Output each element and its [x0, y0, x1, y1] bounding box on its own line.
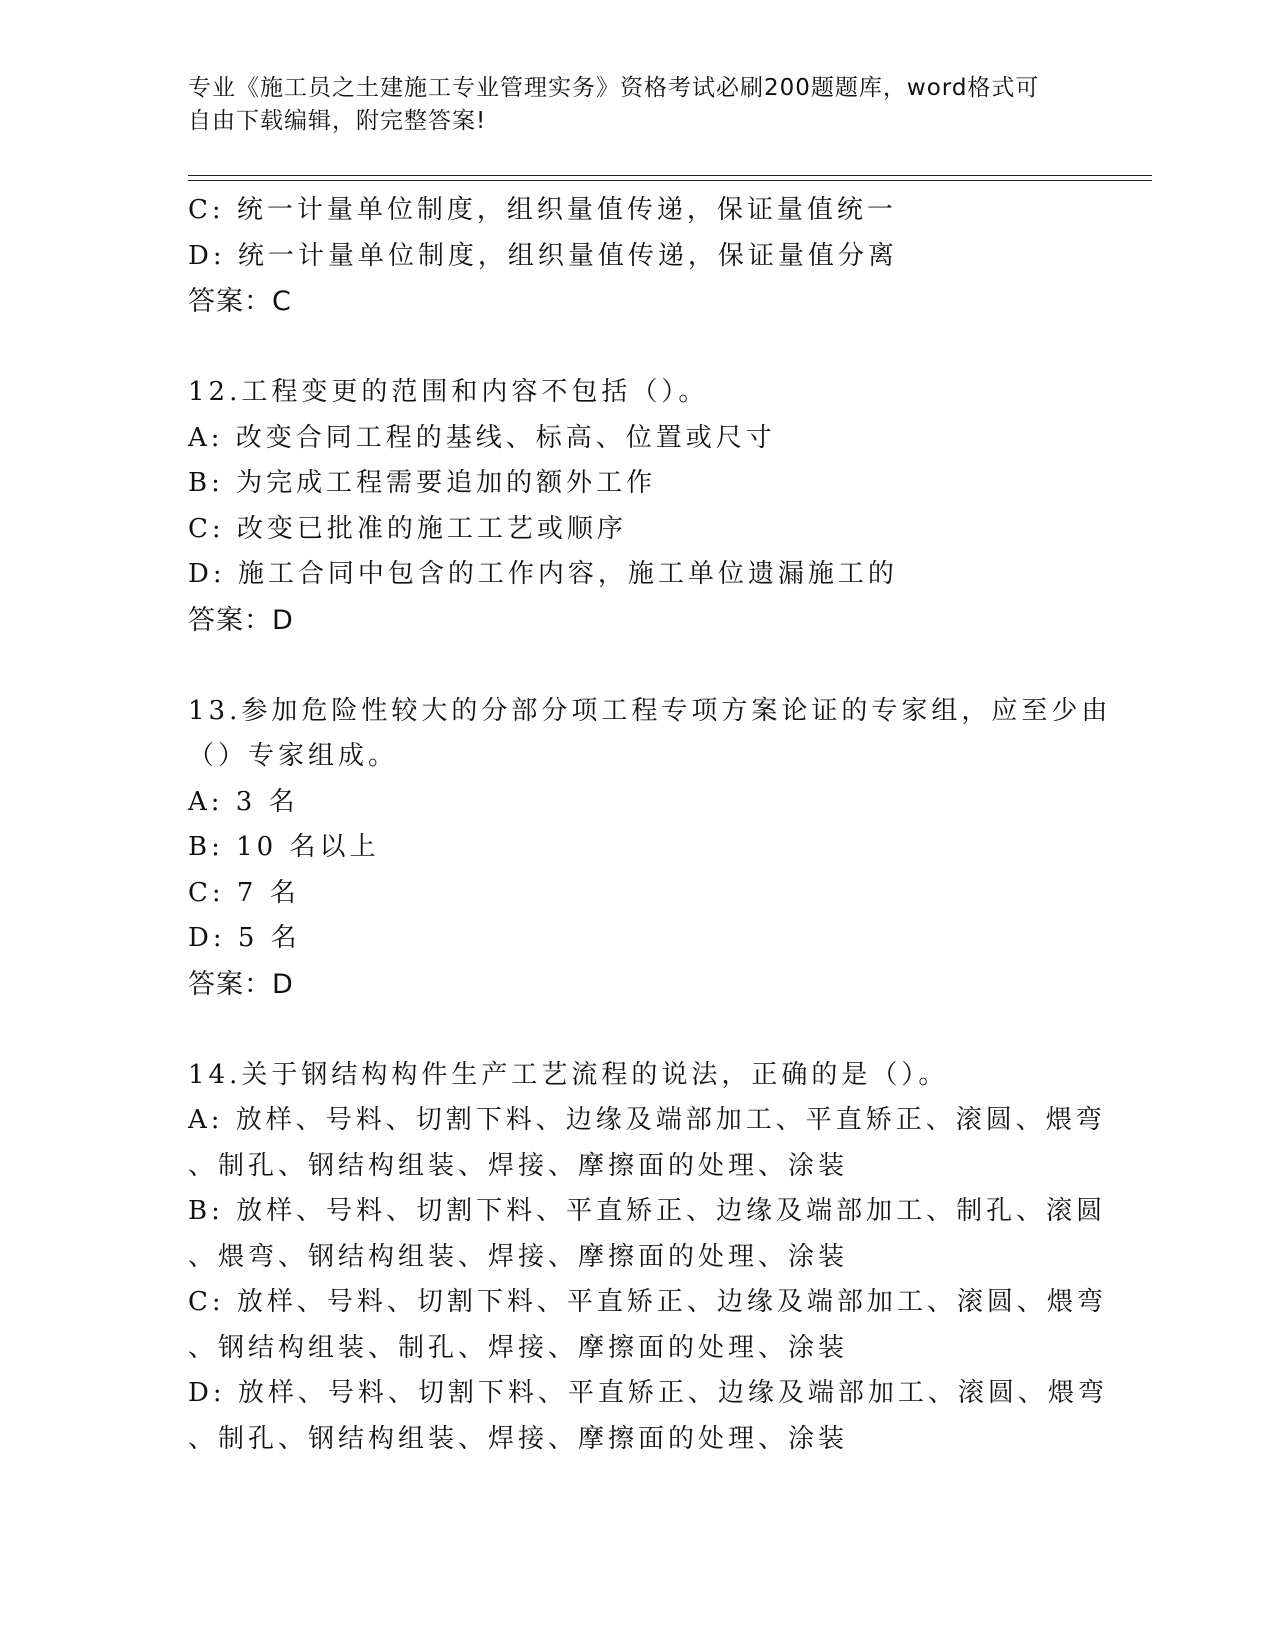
option-a-continued: 、制孔、钢结构组装、焊接、摩擦面的处理、涂装	[188, 1150, 849, 1181]
answer-line: 答案：C	[188, 286, 292, 317]
option-c: C: 放样、号料、切割下料、平直矫正、边缘及端部加工、滚圆、煨弯	[188, 1287, 1107, 1317]
question-13	[188, 689, 1112, 1008]
option-a: A: 3 名	[188, 786, 299, 817]
option-b: B: 为完成工程需要追加的额外工作	[188, 468, 657, 498]
question-11-continued	[188, 188, 1078, 325]
option-c: C: 统一计量单位制度，组织量值传递，保证量值统一	[188, 195, 897, 225]
option-b-continued: 、煨弯、钢结构组装、焊接、摩擦面的处理、涂装	[188, 1241, 849, 1272]
question-stem: 14.关于钢结构构件生产工艺流程的说法，正确的是（）。	[188, 1059, 949, 1090]
option-c: C: 改变已批准的施工工艺或顺序	[188, 513, 627, 544]
option-b: B: 10 名以上	[188, 832, 380, 862]
answer-line: 答案：D	[188, 604, 294, 636]
header-divider-bottom	[188, 180, 1152, 181]
option-d-continued: 、制孔、钢结构组装、焊接、摩擦面的处理、涂装	[188, 1423, 849, 1454]
question-stem: 12.工程变更的范围和内容不包括（）。	[188, 377, 709, 407]
spacer	[188, 643, 1078, 689]
option-a: A: 改变合同工程的基线、标高、位置或尺寸	[188, 422, 776, 453]
question-stem: 13.参加危险性较大的分部分项工程专项方案论证的专家组，应至少由	[188, 695, 1112, 726]
question-12	[188, 370, 1078, 643]
question-list	[188, 188, 1112, 1462]
header-title-line-2: 自由下载编辑，附完整答案!	[188, 108, 487, 134]
question-stem-continued: （）专家组成。	[188, 741, 399, 771]
option-d: D: 统一计量单位制度，组织量值传递，保证量值分离	[188, 240, 898, 271]
option-c: C: 7 名	[188, 877, 300, 908]
question-14	[188, 1053, 1108, 1463]
option-d: D: 5 名	[188, 923, 301, 953]
answer-line: 答案：D	[188, 968, 294, 1000]
option-a: A: 放样、号料、切割下料、边缘及端部加工、平直矫正、滚圆、煨弯	[188, 1105, 1106, 1135]
spacer	[188, 1007, 1078, 1053]
header-title-line-1: 专业《施工员之土建施工专业管理实务》资格考试必刷200题题库，word格式可	[188, 75, 1040, 101]
option-d: D: 放样、号料、切割下料、平直矫正、边缘及端部加工、滚圆、煨弯	[188, 1378, 1108, 1408]
document-header	[188, 72, 1068, 138]
option-d: D: 施工合同中包含的工作内容，施工单位遗漏施工的	[188, 559, 898, 589]
option-b: B: 放样、号料、切割下料、平直矫正、边缘及端部加工、制孔、滚圆	[188, 1196, 1107, 1226]
spacer	[188, 325, 1078, 371]
header-divider-top	[188, 175, 1152, 176]
option-c-continued: 、钢结构组装、制孔、焊接、摩擦面的处理、涂装	[188, 1332, 849, 1363]
